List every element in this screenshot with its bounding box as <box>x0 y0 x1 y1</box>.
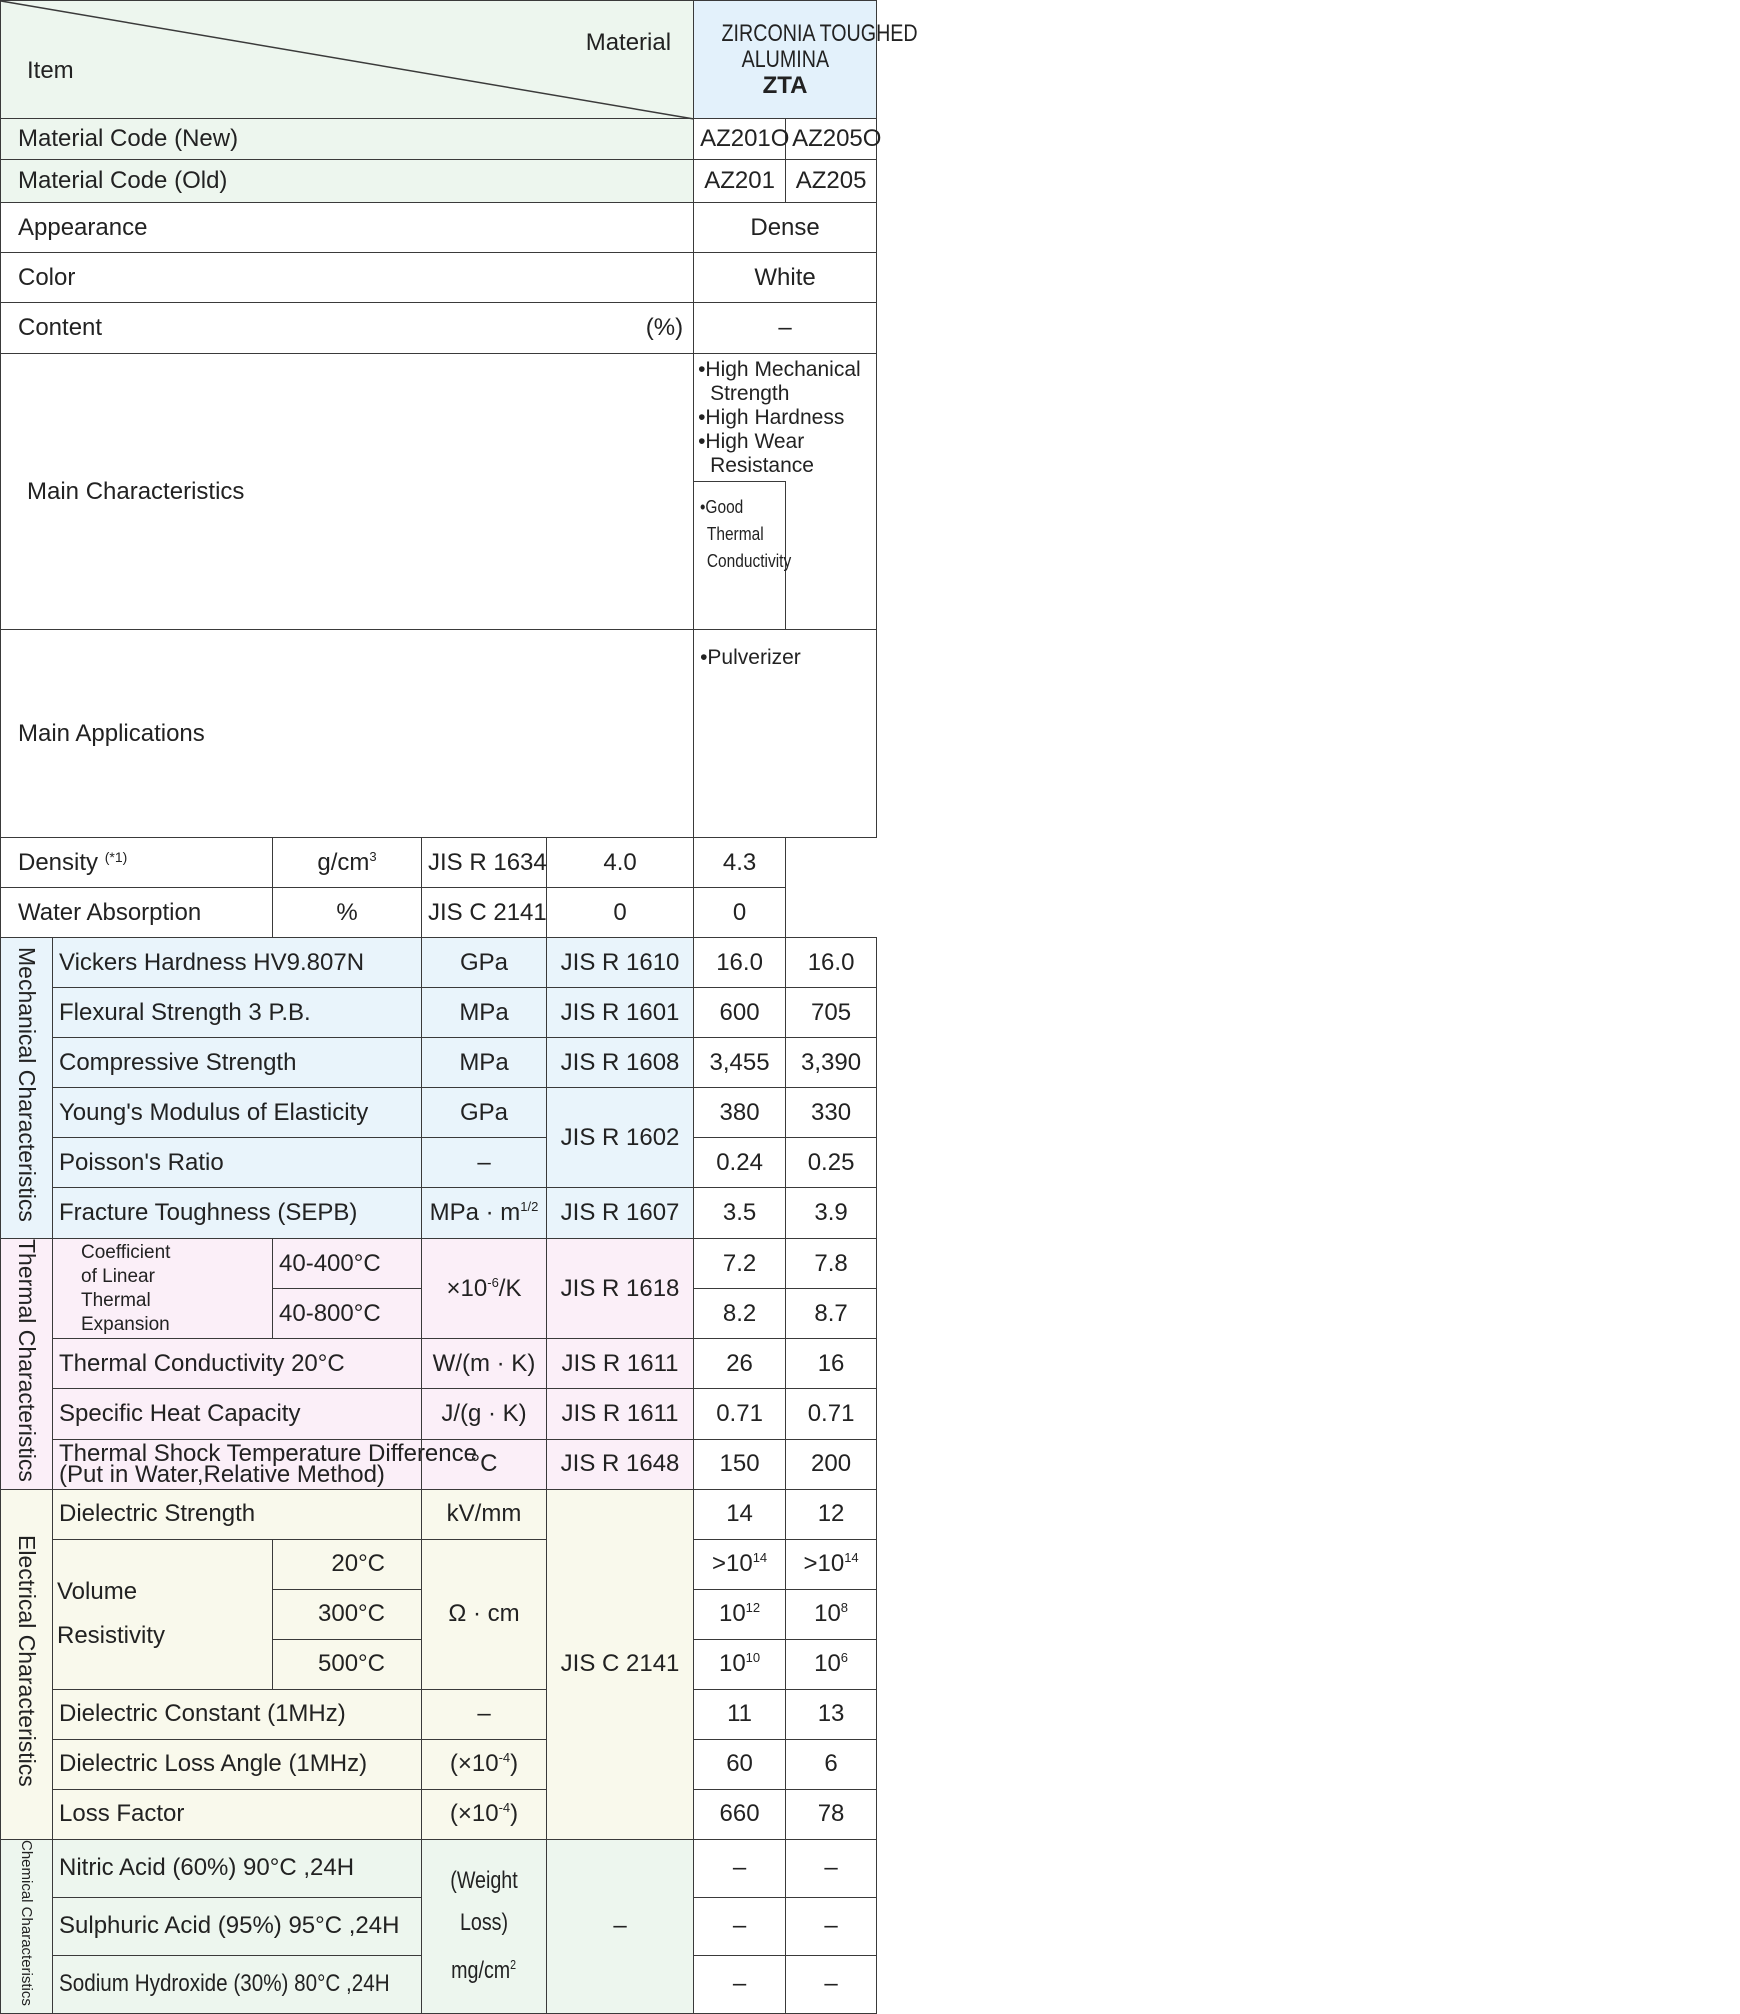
volume-resistivity-label <box>53 1539 273 1689</box>
resistivity-temp: 500°C <box>273 1639 422 1689</box>
thermal-category <box>1 1239 53 1490</box>
characteristic-item: •Good <box>700 497 744 517</box>
mechanical-row-label: Flexural Strength 3 P.B. <box>53 988 422 1038</box>
chemical-unit-line2: mg/cm <box>451 1957 511 1985</box>
chemical-category <box>1 1839 53 2013</box>
material-code-old-az205: AZ205 <box>786 160 877 203</box>
chemical-standard: – <box>547 1839 694 2013</box>
resistivity-az205 <box>786 1539 877 1589</box>
resistivity-az201 <box>694 1589 786 1639</box>
thermal-conductivity-standard: JIS R 1611 <box>547 1339 694 1389</box>
main-characteristics-shared <box>694 354 877 482</box>
characteristic-item: •High Hardness <box>698 406 845 429</box>
mechanical-row-standard: JIS R 1602 <box>547 1088 694 1188</box>
chemical-row-label-text: Sodium Hydroxide (30%) 80°C ,24H <box>59 1970 390 1998</box>
cte-label-line: Thermal <box>81 1289 151 1311</box>
mechanical-row-az201: 0.24 <box>694 1138 786 1188</box>
cte-az201: 8.2 <box>694 1289 786 1339</box>
thermal-conductivity-az201: 26 <box>694 1339 786 1389</box>
mechanical-row-unit: – <box>422 1138 547 1188</box>
heat-capacity-az205: 0.71 <box>786 1389 877 1439</box>
characteristic-item: Conductivity <box>706 551 792 571</box>
dielectric-constant-az201: 11 <box>694 1689 786 1739</box>
thermal-shock-label <box>53 1439 477 1489</box>
volume-resistivity-unit: Ω · cm <box>422 1539 547 1689</box>
material-name-line1: ZIRCONIA TOUGHED <box>721 19 918 47</box>
thermal-conductivity-label: Thermal Conductivity 20°C <box>53 1339 422 1389</box>
resistivity-base: >10 <box>803 1550 845 1578</box>
material-code-new-az201: AZ201O <box>694 119 786 160</box>
loss-factor-az205: 78 <box>786 1789 877 1839</box>
water-absorption-az205: 0 <box>694 888 786 938</box>
cte-az205: 8.7 <box>786 1289 877 1339</box>
density-footnote: (*1) <box>104 848 128 865</box>
resistivity-base: >10 <box>711 1550 753 1578</box>
mechanical-row-az201: 600 <box>694 988 786 1038</box>
mechanical-row-unit: GPa <box>422 938 547 988</box>
mechanical-row-label: Fracture Toughness (SEPB) <box>53 1188 422 1239</box>
chemical-category-label: Chemical Characteristics <box>18 1839 35 2006</box>
material-code-old-label: Material Code (Old) <box>1 160 694 203</box>
resistivity-temp: 300°C <box>273 1589 422 1639</box>
mechanical-row-standard: JIS R 1610 <box>547 938 694 988</box>
dielectric-strength-label: Dielectric Strength <box>53 1489 422 1539</box>
cte-unit-exponent: -6 <box>487 1274 499 1290</box>
loss-factor-unit-text: (×10 <box>449 1800 499 1828</box>
chemical-az201: – <box>694 1955 786 2013</box>
cte-az201: 7.2 <box>694 1239 786 1289</box>
heat-capacity-az201: 0.71 <box>694 1389 786 1439</box>
color-label: Color <box>1 253 694 303</box>
mechanical-category-label: Mechanical Characteristics <box>14 947 40 1222</box>
mechanical-row-az205: 3.9 <box>786 1188 877 1239</box>
resistivity-az201 <box>694 1639 786 1689</box>
electrical-category <box>1 1489 53 1839</box>
water-absorption-label: Water Absorption <box>1 888 273 938</box>
mechanical-row-label: Vickers Hardness HV9.807N <box>53 938 422 988</box>
density-unit <box>273 838 422 888</box>
mechanical-row-unit: MPa <box>422 988 547 1038</box>
loss-factor-unit-tail: ) <box>510 1800 519 1828</box>
density-az205: 4.3 <box>694 838 786 888</box>
chemical-row-label: Sulphuric Acid (95%) 95°C ,24H <box>53 1897 422 1955</box>
thermal-conductivity-unit: W/(m · K) <box>422 1339 547 1389</box>
chemical-az205: – <box>786 1897 877 1955</box>
loss-factor-az201: 660 <box>694 1789 786 1839</box>
heat-capacity-label: Specific Heat Capacity <box>53 1389 422 1439</box>
main-characteristics-az201 <box>694 482 792 630</box>
loss-angle-unit-text: (×10 <box>449 1750 499 1778</box>
density-unit-exponent: 3 <box>369 848 377 864</box>
loss-angle-unit-exponent: -4 <box>498 1750 511 1766</box>
thermal-shock-az201: 150 <box>694 1439 786 1489</box>
dielectric-constant-label: Dielectric Constant (1MHz) <box>53 1689 422 1739</box>
mechanical-row-az201: 380 <box>694 1088 786 1138</box>
color-value: White <box>694 253 877 303</box>
cte-az205: 7.8 <box>786 1239 877 1289</box>
chemical-az201: – <box>694 1897 786 1955</box>
mechanical-row-az205: 330 <box>786 1088 877 1138</box>
mechanical-row-unit <box>422 1188 547 1239</box>
resistivity-exponent: 8 <box>840 1600 849 1616</box>
mechanical-row-label: Compressive Strength <box>53 1038 422 1088</box>
dielectric-constant-az205: 13 <box>786 1689 877 1739</box>
material-name-header <box>694 1 918 119</box>
loss-angle-az205: 6 <box>786 1739 877 1789</box>
cte-label-line: Coefficient <box>81 1241 171 1263</box>
material-name-line2: ALUMINA <box>741 45 829 73</box>
mechanical-row-unit: GPa <box>422 1088 547 1138</box>
item-header-label: Item <box>27 57 74 84</box>
chemical-az205: – <box>786 1955 877 2013</box>
dielectric-strength-az205: 12 <box>786 1489 877 1539</box>
material-code-new-label: Material Code (New) <box>1 119 694 160</box>
electrical-category-label: Electrical Characteristics <box>14 1534 40 1787</box>
mechanical-row-standard: JIS R 1607 <box>547 1188 694 1239</box>
material-header-label: Material <box>585 29 672 56</box>
chemical-unit-line1: (Weight Loss) <box>450 1867 518 1937</box>
resistivity-base: 10 <box>814 1600 841 1628</box>
dielectric-strength-az201: 14 <box>694 1489 786 1539</box>
loss-angle-unit-tail: ) <box>510 1750 519 1778</box>
mechanical-row-az205: 16.0 <box>786 938 877 988</box>
fracture-unit-exponent: 1/2 <box>520 1199 539 1214</box>
resistivity-exponent: 10 <box>745 1650 761 1666</box>
dielectric-constant-unit: – <box>422 1689 547 1739</box>
cte-range: 40-400°C <box>273 1239 422 1289</box>
main-characteristics-az205-empty <box>786 482 877 630</box>
resistivity-az201 <box>694 1539 786 1589</box>
mechanical-row-standard: JIS R 1608 <box>547 1038 694 1088</box>
cte-unit-tail: /K <box>498 1274 522 1302</box>
mechanical-row-az205: 705 <box>786 988 877 1038</box>
characteristic-item: •High Wear Resistance <box>698 430 814 477</box>
resistivity-exponent: 14 <box>752 1550 768 1566</box>
cte-unit <box>422 1239 547 1339</box>
resistivity-exponent: 12 <box>745 1600 761 1616</box>
chemical-row-label: Nitric Acid (60%) 90°C ,24H <box>53 1839 422 1897</box>
cte-label-line: of Linear <box>81 1265 155 1287</box>
chemical-az201: – <box>694 1839 786 1897</box>
content-label: Content <box>18 314 103 341</box>
resistivity-exponent: 6 <box>840 1650 849 1666</box>
resistivity-az205 <box>786 1589 877 1639</box>
chemical-row-label <box>53 1955 422 2013</box>
characteristic-item: •High Mechanical Strength <box>698 358 861 405</box>
main-applications-item: •Pulverizer <box>694 630 877 838</box>
mechanical-row-az201: 16.0 <box>694 938 786 988</box>
mechanical-row-standard: JIS R 1601 <box>547 988 694 1038</box>
appearance-label: Appearance <box>1 203 694 253</box>
thermal-category-label: Thermal Characteristics <box>14 1239 40 1482</box>
main-characteristics-label: Main Characteristics <box>1 354 694 630</box>
material-code-old-az201: AZ201 <box>694 160 786 203</box>
water-absorption-unit: % <box>273 888 422 938</box>
mechanical-row-label: Young's Modulus of Elasticity <box>53 1088 422 1138</box>
loss-factor-unit <box>422 1789 547 1839</box>
loss-factor-unit-exponent: -4 <box>498 1800 511 1816</box>
resistivity-exponent: 14 <box>844 1550 859 1566</box>
content-unit: (%) <box>645 314 684 341</box>
water-absorption-az201: 0 <box>547 888 694 938</box>
cte-standard: JIS R 1618 <box>547 1239 694 1339</box>
heat-capacity-standard: JIS R 1611 <box>547 1389 694 1439</box>
resistivity-base: 10 <box>814 1650 841 1678</box>
loss-angle-unit <box>422 1739 547 1789</box>
chemical-unit <box>422 1839 547 2013</box>
thermal-shock-unit: °C <box>422 1439 547 1489</box>
density-standard: JIS R 1634 <box>422 838 547 888</box>
resistivity-base: 10 <box>718 1600 746 1628</box>
dielectric-strength-unit: kV/mm <box>422 1489 547 1539</box>
mechanical-row-az201: 3,455 <box>694 1038 786 1088</box>
material-abbr: ZTA <box>762 71 808 99</box>
loss-factor-label: Loss Factor <box>53 1789 422 1839</box>
thermal-shock-az205: 200 <box>786 1439 877 1489</box>
material-code-new-az205: AZ205O <box>786 119 877 160</box>
water-absorption-standard: JIS C 2141 <box>422 888 547 938</box>
thermal-conductivity-az205: 16 <box>786 1339 877 1389</box>
diagonal-divider <box>1 1 694 119</box>
content-value: – <box>694 303 877 354</box>
volume-resistivity-label-line2: Resistivity <box>57 1622 166 1650</box>
mechanical-category <box>1 938 53 1239</box>
loss-angle-az201: 60 <box>694 1739 786 1789</box>
content-row-label <box>1 303 694 354</box>
density-label <box>1 838 273 888</box>
characteristic-item: Thermal <box>706 524 764 544</box>
thermal-shock-label-line1: Thermal Shock Temperature Difference <box>59 1440 477 1468</box>
density-az201: 4.0 <box>547 838 694 888</box>
chemical-az205: – <box>786 1839 877 1897</box>
chemical-unit-exponent: 2 <box>510 1957 517 1973</box>
cte-label-line: Expansion <box>81 1313 170 1335</box>
resistivity-temp: 20°C <box>273 1539 422 1589</box>
main-applications-label: Main Applications <box>1 630 694 838</box>
mechanical-row-az205: 0.25 <box>786 1138 877 1188</box>
item-material-header <box>1 1 694 119</box>
density-unit-text: g/cm <box>317 848 370 876</box>
heat-capacity-unit: J/(g · K) <box>422 1389 547 1439</box>
thermal-shock-standard: JIS R 1648 <box>547 1439 694 1489</box>
resistivity-az205 <box>786 1639 877 1689</box>
mechanical-row-label: Poisson's Ratio <box>53 1138 422 1188</box>
resistivity-base: 10 <box>718 1650 746 1678</box>
fracture-unit-text: MPa · m <box>429 1199 521 1226</box>
mechanical-row-unit: MPa <box>422 1038 547 1088</box>
cte-label <box>53 1239 273 1339</box>
cte-range: 40-800°C <box>273 1289 422 1339</box>
appearance-value: Dense <box>694 203 877 253</box>
volume-resistivity-label-line1: Volume <box>57 1578 138 1606</box>
cte-unit-text: ×10 <box>446 1274 488 1302</box>
electrical-standard: JIS C 2141 <box>547 1489 694 1839</box>
mechanical-row-az201: 3.5 <box>694 1188 786 1239</box>
loss-angle-label: Dielectric Loss Angle (1MHz) <box>53 1739 422 1789</box>
density-label-text: Density <box>18 848 99 876</box>
thermal-shock-label-line2: (Put in Water,Relative Method) <box>59 1461 385 1489</box>
mechanical-row-az205: 3,390 <box>786 1038 877 1088</box>
